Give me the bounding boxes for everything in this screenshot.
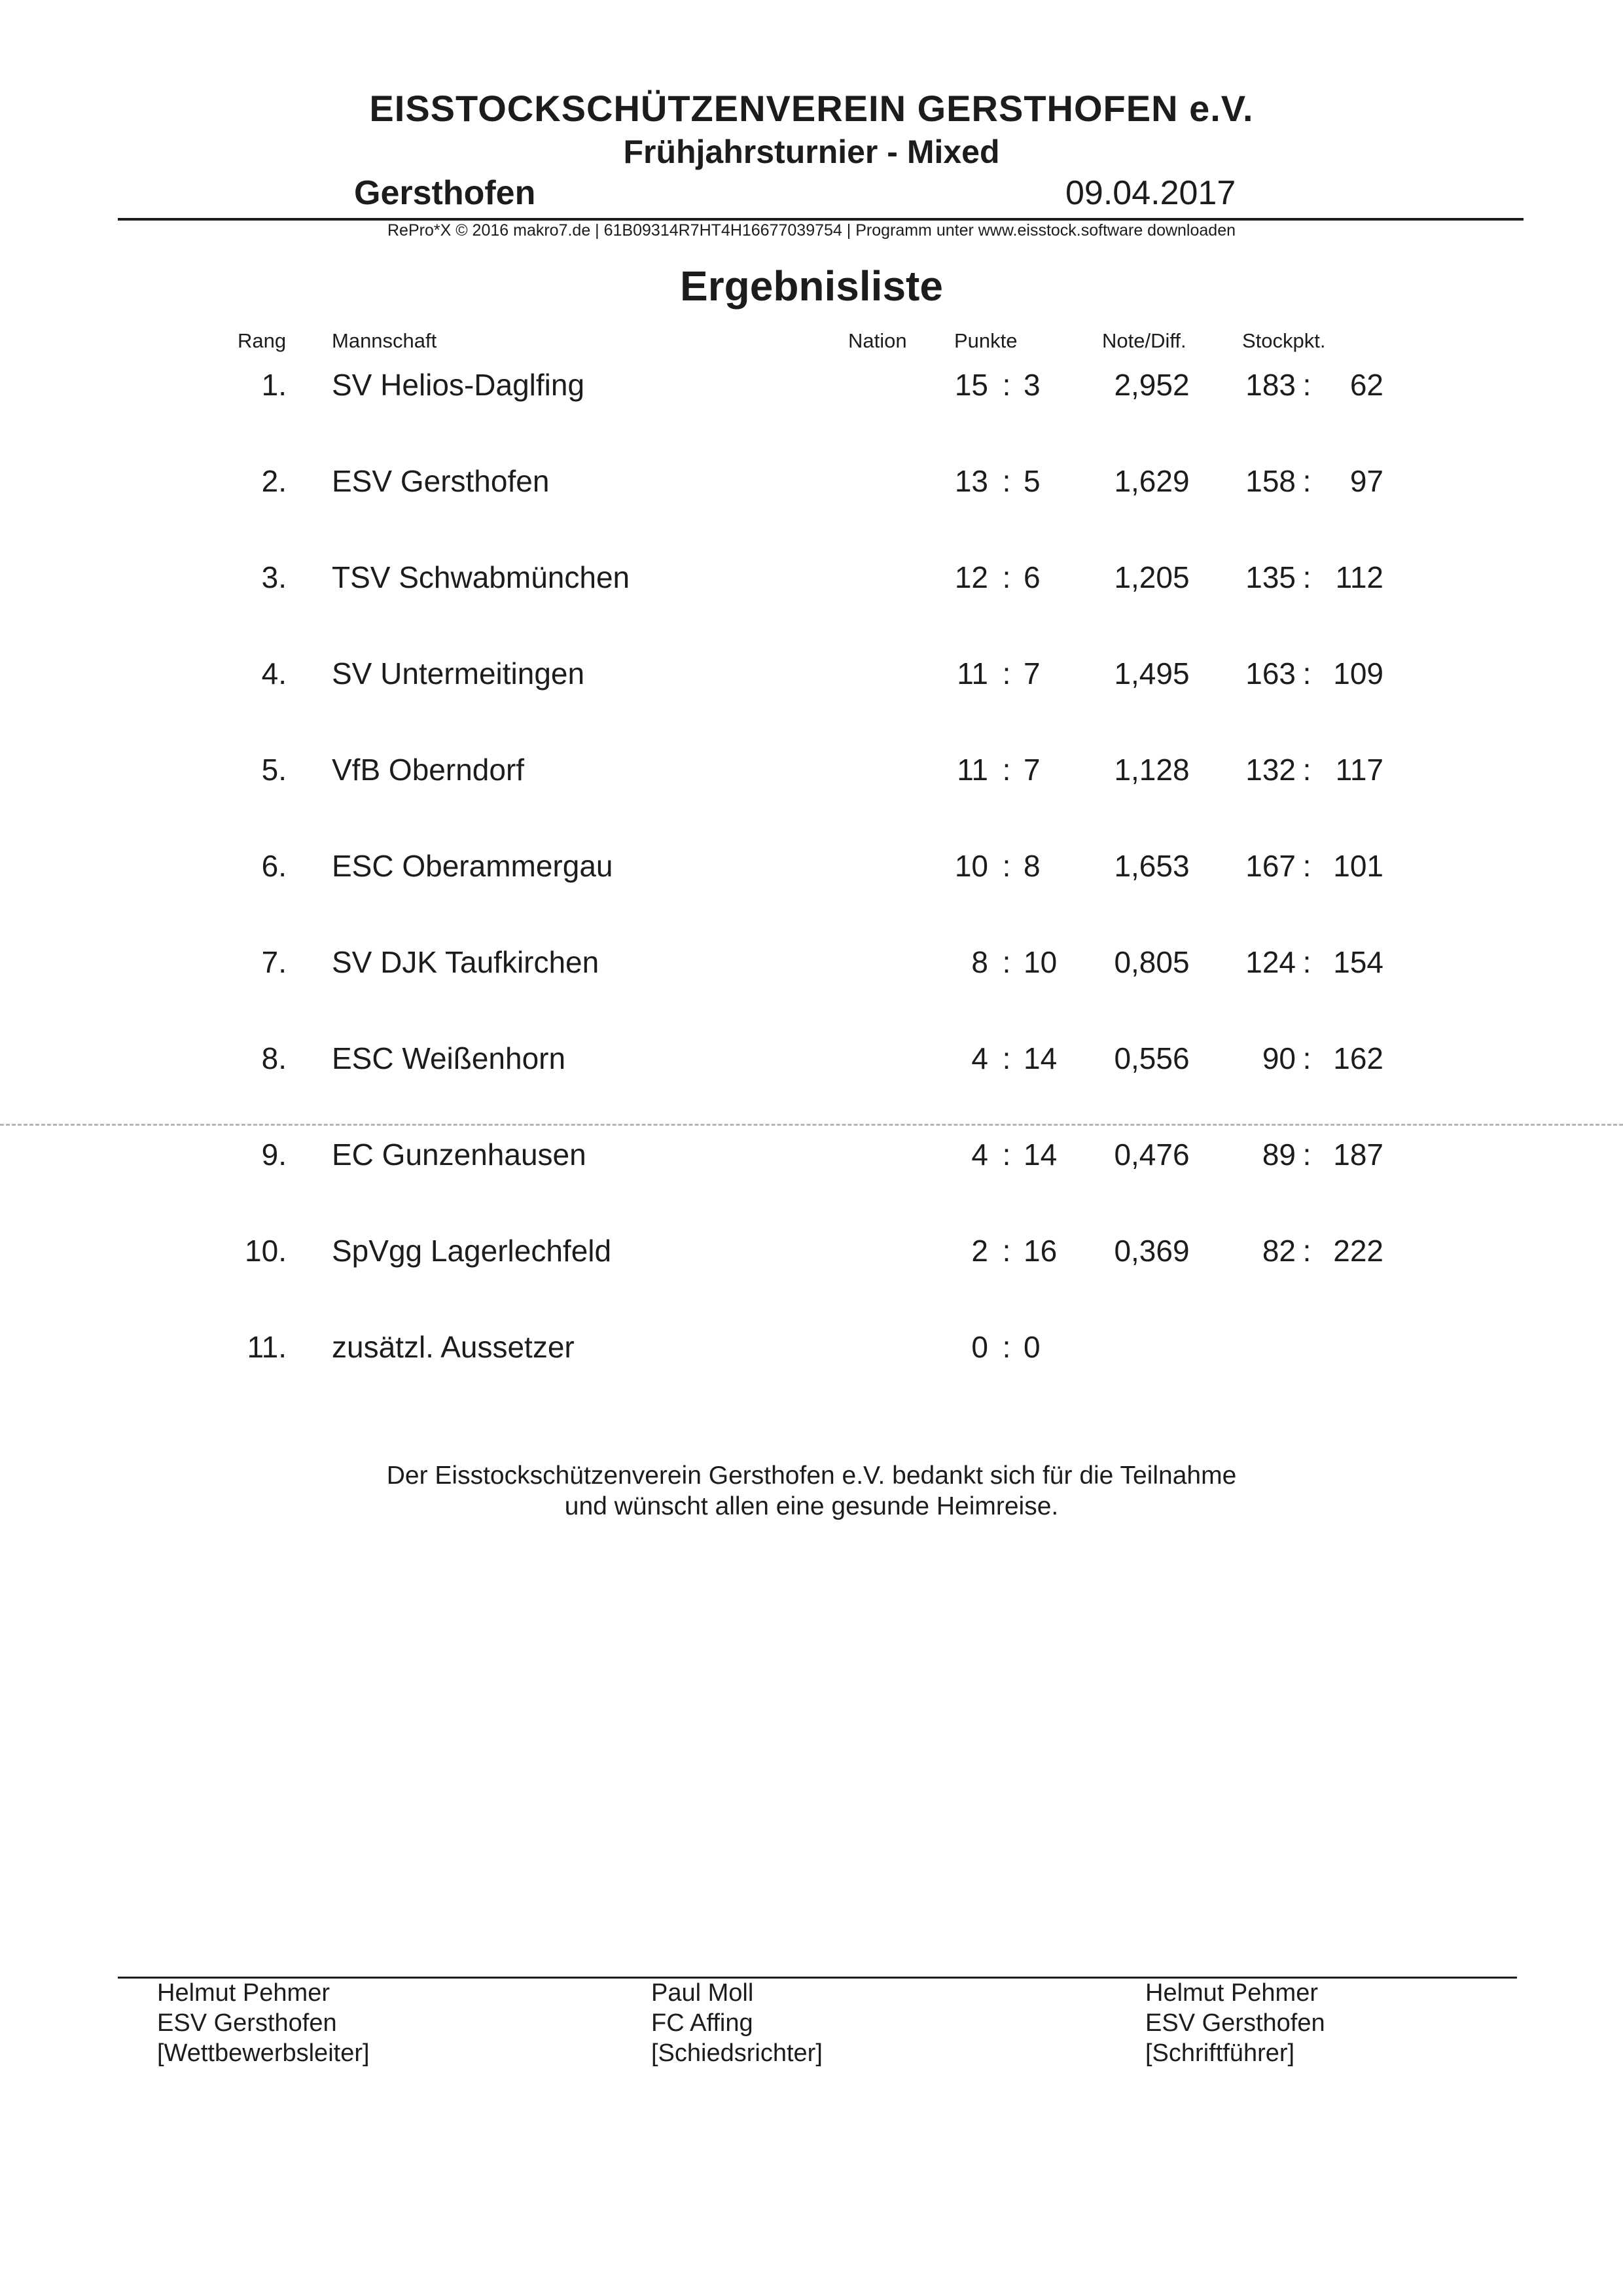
table-row [0,558,1623,610]
thanks-line-2: und wünscht allen eine gesunde Heimreise. [564,1492,1059,1520]
stock-separator: : [1302,753,1311,787]
rank: 4. [261,656,287,691]
stock-points-for: 132 [1245,753,1296,787]
signature-block-schriftfuehrer [1145,1978,1325,2068]
table-row [0,365,1623,418]
stock-points-for: 158 [1245,464,1296,498]
rank: 11. [247,1330,287,1364]
stock-separator: : [1302,368,1311,402]
page-title: Ergebnisliste [680,262,943,310]
points-won: 11 [957,753,988,787]
rank: 5. [261,753,287,787]
signature-club: ESV Gersthofen [1145,2009,1325,2037]
stock-points-for: 90 [1262,1041,1296,1075]
note-diff: 2,952 [1114,368,1190,402]
team-name: ESV Gersthofen [332,464,550,498]
stock-separator: : [1302,1041,1311,1075]
team-name: VfB Oberndorf [332,753,525,787]
points-won: 13 [954,464,988,498]
stock-points-for: 163 [1245,656,1296,691]
points-separator: : [1002,1041,1011,1075]
points-separator: : [1002,656,1011,691]
stock-points-against: 154 [1333,945,1383,979]
points-won: 12 [954,560,988,594]
points-separator: : [1002,945,1011,979]
table-row [0,1327,1623,1380]
points-won: 4 [971,1041,988,1075]
signature-club: ESV Gersthofen [157,2009,337,2037]
team-name: SV Helios-Daglfing [332,368,585,402]
table-row [0,1231,1623,1283]
stock-points-for: 82 [1262,1234,1296,1268]
stock-points-against: 117 [1335,753,1383,787]
team-name: SV Untermeitingen [332,656,585,691]
table-row [0,654,1623,706]
signature-role: [Wettbewerbsleiter] [157,2039,370,2067]
points-separator: : [1002,1138,1011,1172]
stock-points-for: 135 [1245,560,1296,594]
note-diff: 0,805 [1114,945,1190,979]
points-won: 10 [954,849,988,883]
rank: 10. [245,1234,287,1268]
stock-points-against: 112 [1335,560,1383,594]
signature-name: Helmut Pehmer [1145,1979,1318,2007]
column-header-stockpunkte: Stockpkt. [1242,329,1326,352]
signature-name: Paul Moll [651,1979,754,2007]
column-header-note: Note/Diff. [1102,329,1186,352]
rank: 6. [261,849,287,883]
stock-points-against: 97 [1349,464,1383,498]
stock-separator: : [1302,560,1311,594]
note-diff: 1,205 [1114,560,1190,594]
thanks-line-1: Der Eisstockschützenverein Gersthofen e.V. bedankt sich für die Teilnahme [386,1462,1237,1490]
software-credit: RePro*X © 2016 makro7.de | 61B09314R7HT4H16677039754 | Programm unter www.eisstock.software downloaden [387,221,1236,240]
points-won: 0 [971,1330,988,1364]
points-won: 15 [954,368,988,402]
stock-points-against: 187 [1333,1138,1383,1172]
table-row [0,750,1623,802]
table-row [0,1135,1623,1187]
rank: 7. [261,945,287,979]
points-lost: 14 [1024,1041,1058,1075]
table-row [0,942,1623,995]
rank: 1. [261,368,287,402]
rank: 3. [261,560,287,594]
note-diff: 0,556 [1114,1041,1190,1075]
points-separator: : [1002,753,1011,787]
table-row [0,461,1623,514]
signature-block-wettbewerbsleiter [157,1978,370,2068]
points-won: 2 [971,1234,988,1268]
stock-separator: : [1302,1234,1311,1268]
note-diff: 0,369 [1114,1234,1190,1268]
points-separator: : [1002,1234,1011,1268]
team-name: ESC Weißenhorn [332,1041,566,1075]
points-lost: 6 [1024,560,1041,594]
column-header-nation: Nation [848,329,907,352]
rank: 9. [261,1138,287,1172]
stock-points-against: 62 [1349,368,1383,402]
team-name: ESC Oberammergau [332,849,613,883]
team-name: zusätzl. Aussetzer [332,1330,575,1364]
stock-points-against: 101 [1333,849,1383,883]
stock-separator: : [1302,1138,1311,1172]
points-lost: 7 [1024,656,1041,691]
points-lost: 7 [1024,753,1041,787]
points-lost: 14 [1024,1138,1058,1172]
signature-role: [Schiedsrichter] [651,2039,823,2067]
note-diff: 0,476 [1114,1138,1190,1172]
stock-points-for: 183 [1245,368,1296,402]
stock-points-for: 167 [1245,849,1296,883]
points-separator: : [1002,368,1011,402]
signature-role: [Schriftführer] [1145,2039,1295,2067]
stock-points-for: 124 [1245,945,1296,979]
team-name: SpVgg Lagerlechfeld [332,1234,612,1268]
stock-points-against: 162 [1333,1041,1383,1075]
stock-separator: : [1302,656,1311,691]
points-lost: 0 [1024,1330,1041,1364]
stock-points-against: 222 [1333,1234,1383,1268]
points-won: 11 [957,656,988,691]
points-lost: 5 [1024,464,1041,498]
club-title: EISSTOCKSCHÜTZENVEREIN GERSTHOFEN e.V. [369,88,1254,129]
stock-separator: : [1302,849,1311,883]
points-lost: 8 [1024,849,1041,883]
stock-points-for: 89 [1262,1138,1296,1172]
points-won: 8 [971,945,988,979]
note-diff: 1,495 [1114,656,1190,691]
column-header-punkte: Punkte [954,329,1018,352]
signature-name: Helmut Pehmer [157,1979,330,2007]
note-diff: 1,629 [1114,464,1190,498]
points-lost: 10 [1024,945,1058,979]
points-lost: 3 [1024,368,1041,402]
column-header-mannschaft: Mannschaft [332,329,437,352]
points-lost: 16 [1024,1234,1058,1268]
stock-separator: : [1302,464,1311,498]
signature-block-schiedsrichter [651,1978,823,2068]
signature-club: FC Affing [651,2009,753,2037]
tournament-date: 09.04.2017 [1065,174,1236,212]
stock-points-against: 109 [1333,656,1383,691]
location: Gersthofen [354,174,536,212]
column-header-rang: Rang [238,329,287,352]
rank: 2. [261,464,287,498]
points-separator: : [1002,1330,1011,1364]
rank: 8. [261,1041,287,1075]
table-row [0,1039,1623,1091]
paper-fold-line [0,1124,1623,1126]
points-separator: : [1002,560,1011,594]
team-name: TSV Schwabmünchen [332,560,630,594]
points-separator: : [1002,464,1011,498]
tournament-name: Frühjahrsturnier - Mixed [623,134,1000,170]
points-separator: : [1002,849,1011,883]
team-name: EC Gunzenhausen [332,1138,586,1172]
note-diff: 1,653 [1114,849,1190,883]
table-row [0,846,1623,899]
stock-separator: : [1302,945,1311,979]
points-won: 4 [971,1138,988,1172]
header-divider [118,218,1524,221]
team-name: SV DJK Taufkirchen [332,945,599,979]
note-diff: 1,128 [1114,753,1190,787]
